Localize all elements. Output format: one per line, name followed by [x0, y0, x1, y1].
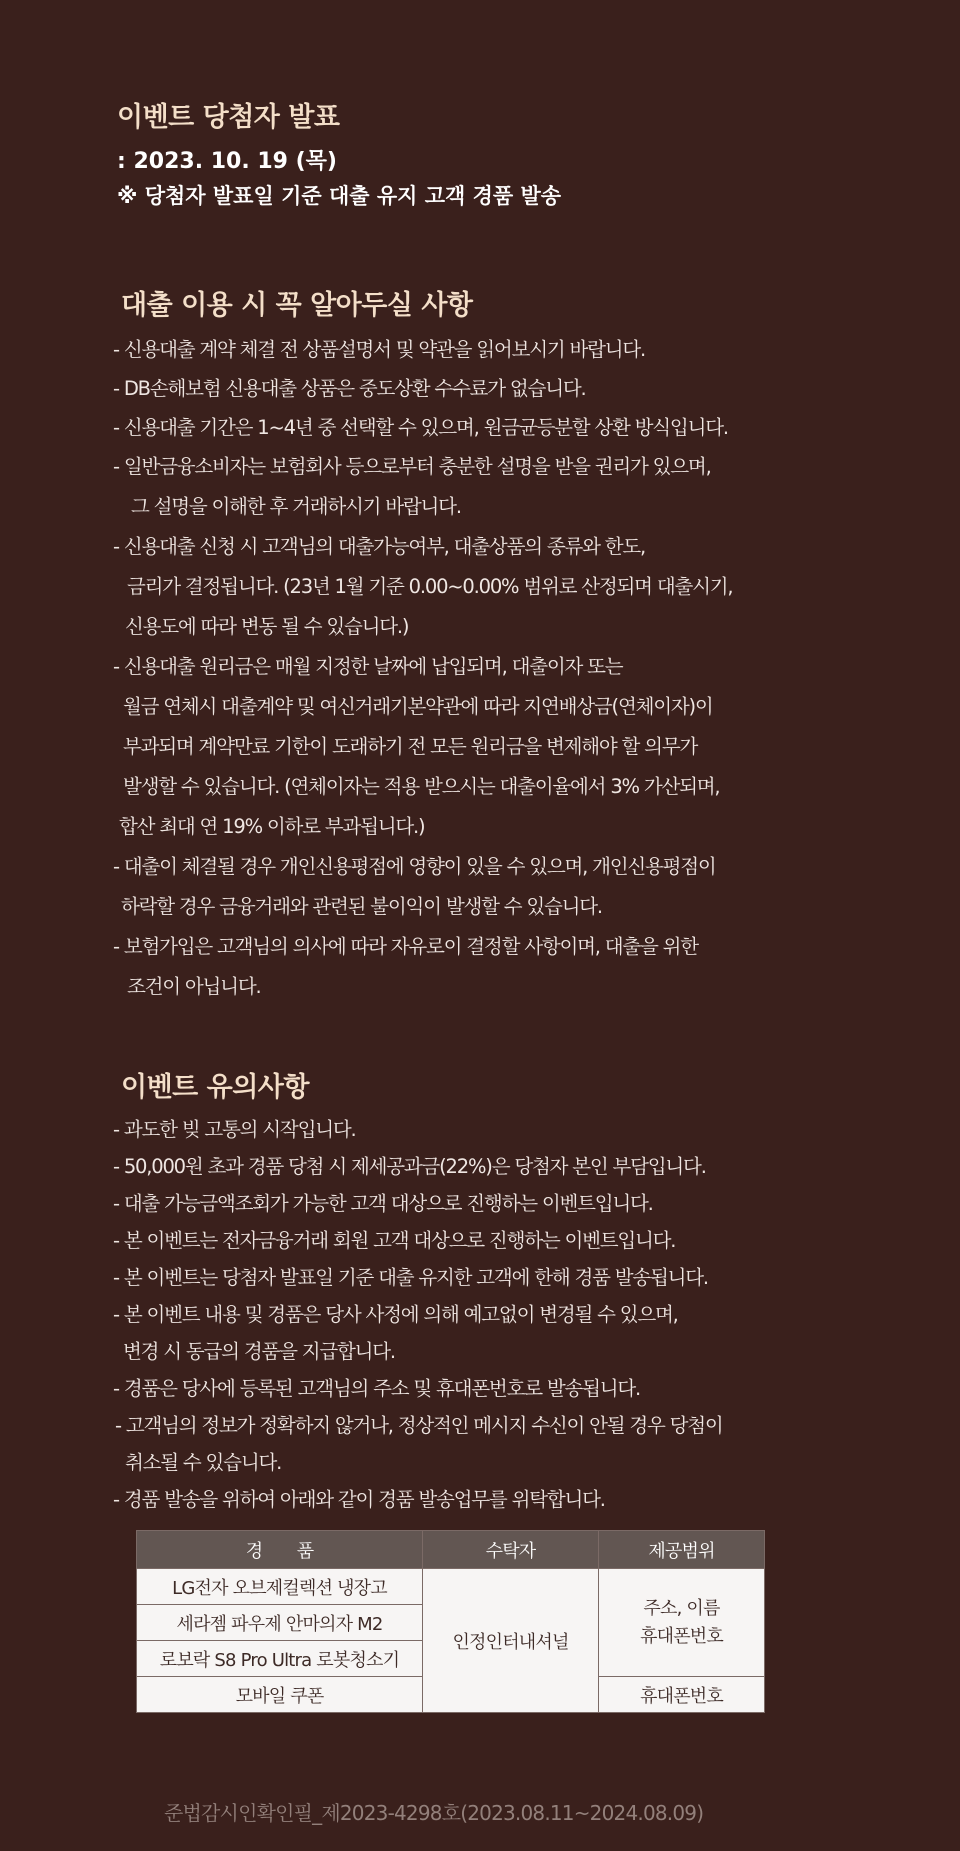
prize-cell: 로보락 S8 Pro Ultra 로봇청소기 [137, 1641, 423, 1677]
prize-cell: LG전자 오브제컬렉션 냉장고 [137, 1569, 423, 1605]
prize-table [136, 1530, 765, 1713]
prize-cell: 세라젬 파우제 안마의자 M2 [137, 1605, 423, 1641]
scope-cell [599, 1569, 765, 1677]
header-scope: 제공범위 [599, 1531, 765, 1569]
prize-cell: 모바일 쿠폰 [137, 1677, 423, 1713]
scope-line: 휴대폰번호 [640, 1625, 723, 1647]
event-notice-line: 취소될 수 있습니다. [125, 1451, 282, 1474]
event-notice-line: - 본 이벤트 내용 및 경품은 당사 사정에 의해 예고없이 변경될 수 있으며, [113, 1303, 678, 1326]
announcement-date: : 2023. 10. 19 (목) [117, 149, 337, 174]
event-notice-line: - 고객님의 정보가 정확하지 않거나, 정상적인 메시지 수신이 안될 경우 당첨이 [115, 1414, 723, 1437]
scope-line: 주소, 이름 [643, 1597, 720, 1619]
loan-notice-line: - 신용대출 원리금은 매월 지정한 날짜에 납입되며, 대출이자 또는 [113, 655, 623, 678]
loan-notice-line: - 보험가입은 고객님의 의사에 따라 자유로이 결정할 사항이며, 대출을 위한 [113, 935, 698, 958]
event-notice-line: 변경 시 동급의 경품을 지급합니다. [123, 1340, 395, 1363]
event-notice-line: - 경품 발송을 위하여 아래와 같이 경품 발송업무를 위탁합니다. [113, 1488, 605, 1511]
event-notice-line: - 경품은 당사에 등록된 고객님의 주소 및 휴대폰번호로 발송됩니다. [113, 1377, 641, 1400]
loan-notice-line: 신용도에 따라 변동 될 수 있습니다.) [125, 615, 409, 638]
trustee-cell: 인정인터내셔널 [423, 1569, 599, 1713]
loan-notice-line: 월금 연체시 대출계약 및 여신거래기본약관에 따라 지연배상금(연체이자)이 [123, 695, 713, 718]
header-prize: 경 품 [137, 1531, 423, 1569]
event-notice-line: - 대출 가능금액조회가 가능한 고객 대상으로 진행하는 이벤트입니다. [113, 1192, 653, 1215]
announcement-note: ※ 당첨자 발표일 기준 대출 유지 고객 경품 발송 [117, 184, 562, 208]
scope-coupon-cell: 휴대폰번호 [599, 1677, 765, 1713]
event-notice-line: - 과도한 빚 고통의 시작입니다. [113, 1118, 356, 1141]
table-header-row [137, 1531, 765, 1569]
loan-notice-line: - 신용대출 계약 체결 전 상품설명서 및 약관을 읽어보시기 바랍니다. [113, 338, 646, 361]
loan-notice-line: 조건이 아닙니다. [127, 975, 261, 998]
table-row [137, 1569, 765, 1605]
event-notice-line: - 50,000원 초과 경품 당첨 시 제세공과금(22%)은 당첨자 본인 부담입니다. [113, 1155, 706, 1178]
compliance-footer: 준법감시인확인필_제2023-4298호(2023.08.11~2024.08.09) [164, 1801, 704, 1825]
event-notice-title: 이벤트 유의사항 [121, 1072, 309, 1103]
loan-notice-line: 그 설명을 이해한 후 거래하시기 바랍니다. [131, 495, 461, 518]
loan-notice-line: - 대출이 체결될 경우 개인신용평점에 영향이 있을 수 있으며, 개인신용평점이 [113, 855, 716, 878]
loan-notice-line: - 신용대출 신청 시 고객님의 대출가능여부, 대출상품의 종류와 한도, [113, 535, 646, 558]
loan-notice-line: 금리가 결정됩니다. (23년 1월 기준 0.00~0.00% 범위로 산정되며 대출시기, [127, 575, 733, 598]
loan-notice-line: - 신용대출 기간은 1~4년 중 선택할 수 있으며, 원금균등분할 상환 방식입니다. [113, 416, 728, 439]
event-notice-line: - 본 이벤트는 당첨자 발표일 기준 대출 유지한 고객에 한해 경품 발송됩니다. [113, 1266, 708, 1289]
loan-notice-line: 부과되며 계약만료 기한이 도래하기 전 모든 원리금을 변제해야 할 의무가 [123, 735, 698, 758]
announcement-title: 이벤트 당첨자 발표 [117, 102, 340, 133]
event-notice-line: - 본 이벤트는 전자금융거래 회원 고객 대상으로 진행하는 이벤트입니다. [113, 1229, 676, 1252]
loan-notice-line: 합산 최대 연 19% 이하로 부과됩니다.) [119, 815, 425, 838]
loan-notice-line: 하락할 경우 금융거래와 관련된 불이익이 발생할 수 있습니다. [121, 895, 602, 918]
loan-notice-line: - 일반금융소비자는 보험회사 등으로부터 충분한 설명을 받을 권리가 있으며, [113, 455, 711, 478]
loan-notice-line: - DB손해보험 신용대출 상품은 중도상환 수수료가 없습니다. [113, 377, 586, 400]
header-trustee: 수탁자 [423, 1531, 599, 1569]
loan-notice-title: 대출 이용 시 꼭 알아두실 사항 [121, 290, 473, 321]
loan-notice-line: 발생할 수 있습니다. (연체이자는 적용 받으시는 대출이율에서 3% 가산되며, [123, 775, 720, 798]
